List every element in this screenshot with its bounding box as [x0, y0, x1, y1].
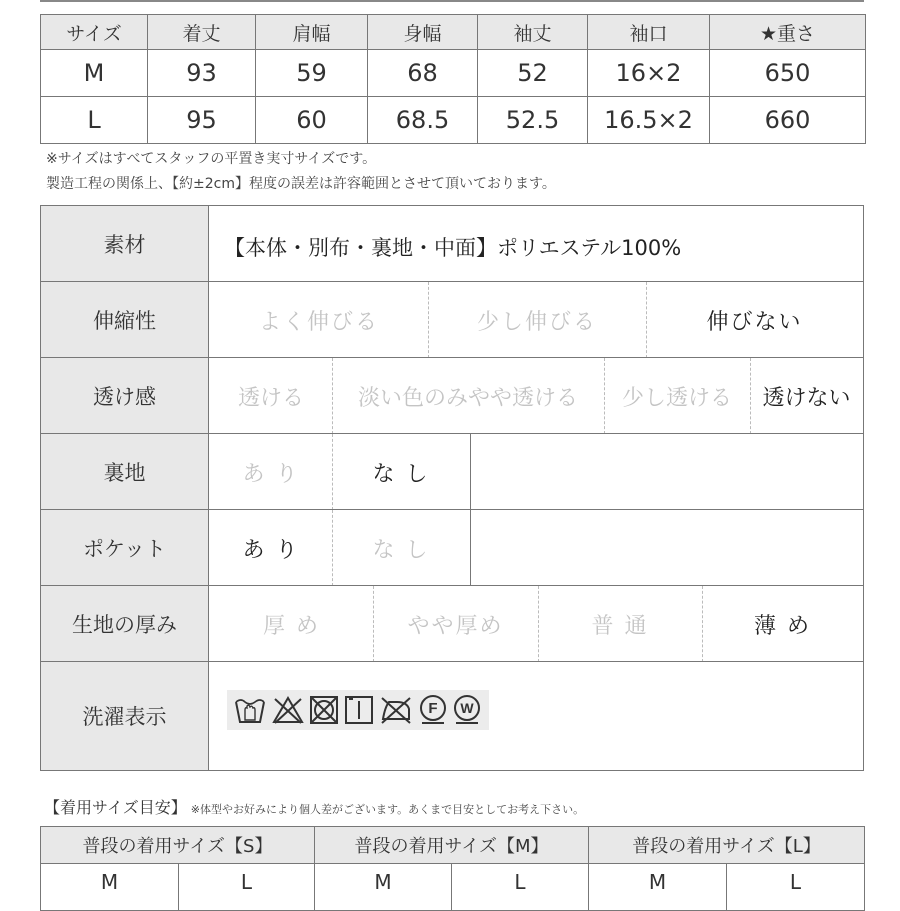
lining-option-yes: あ り [210, 434, 333, 510]
care-label: 洗濯表示 [41, 662, 209, 770]
cell-size: M [41, 50, 148, 97]
fit-guide-table [40, 826, 865, 911]
material-spec-grid [40, 205, 864, 771]
fit-guide-title [44, 795, 584, 818]
table-row [41, 97, 866, 144]
cell-cuff: 16×2 [588, 50, 710, 97]
stretch-label: 伸縮性 [41, 282, 209, 358]
sheer-option-light-colors: 淡い色のみやや透ける [332, 358, 605, 434]
table-row [41, 864, 865, 911]
header-width: 身幅 [368, 15, 478, 50]
row-lining [41, 433, 863, 510]
thickness-label: 生地の厚み [41, 586, 209, 662]
cell-shoulder: 59 [256, 50, 368, 97]
size-table [40, 14, 866, 144]
fit-cell: L [452, 864, 589, 911]
cell-cuff: 16.5×2 [588, 97, 710, 144]
header-sleeve: 袖丈 [478, 15, 588, 50]
header-weight: ★重さ [710, 15, 866, 50]
pocket-label: ポケット [41, 510, 209, 586]
pocket-option-no: な し [332, 510, 471, 586]
stretch-option-high: よく伸びる [210, 282, 429, 358]
cell-sleeve: 52 [478, 50, 588, 97]
cell-shoulder: 60 [256, 97, 368, 144]
fit-cell: L [179, 864, 315, 911]
fit-header-m: 普段の着用サイズ【M】 [315, 827, 589, 864]
cell-width: 68 [368, 50, 478, 97]
thickness-option-normal: 普 通 [538, 586, 703, 662]
material-label: 素材 [41, 206, 209, 281]
table-row [41, 50, 866, 97]
thickness-option-thin: 薄 め [754, 613, 811, 639]
fit-header-l: 普段の着用サイズ【L】 [589, 827, 865, 864]
no-bleach-icon [272, 695, 304, 725]
thickness-option-slightly-thick: やや厚め [373, 586, 539, 662]
cell-weight: 650 [710, 50, 866, 97]
cell-length: 93 [148, 50, 256, 97]
wet-clean-w-icon [452, 694, 482, 726]
fit-guide-header [41, 827, 865, 864]
cell-length: 95 [148, 97, 256, 144]
row-care [41, 661, 863, 770]
tolerance-note: 製造工程の関係上、【約±2cm】程度の誤差は許容範囲とさせて頂いております。 [46, 176, 556, 192]
thickness-option-thick: 厚 め [210, 586, 374, 662]
sheer-option-none: 透けない [762, 385, 851, 411]
fit-cell: L [727, 864, 865, 911]
row-pocket [41, 509, 863, 586]
no-tumble-dry-icon [309, 695, 339, 725]
row-stretch [41, 281, 863, 358]
top-divider [40, 0, 864, 2]
stretch-option-low: 少し伸びる [428, 282, 647, 358]
fit-cell: M [315, 864, 452, 911]
header-size: サイズ [41, 15, 148, 50]
sheer-option-slight: 少し透ける [604, 358, 751, 434]
fit-cell: M [41, 864, 179, 911]
measurement-note: ※サイズはすべてスタッフの平置き実寸サイズです。 [46, 151, 377, 167]
cell-sleeve: 52.5 [478, 97, 588, 144]
cell-weight: 660 [710, 97, 866, 144]
header-cuff: 袖口 [588, 15, 710, 50]
fit-guide-heading: 【着用サイズ目安】 [44, 798, 187, 817]
cell-width: 68.5 [368, 97, 478, 144]
lining-label: 裏地 [41, 434, 209, 510]
pocket-option-yes: あ り [210, 510, 333, 586]
material-value: 【本体・別布・裏地・中面】ポリエステル100% [224, 236, 682, 260]
care-symbols [227, 690, 489, 730]
dry-clean-f-icon [418, 694, 448, 726]
fit-cell: M [589, 864, 727, 911]
wet-clean-letter: W [460, 700, 475, 716]
cell-size: L [41, 97, 148, 144]
stretch-option-none: 伸びない [706, 309, 803, 335]
size-table-header [41, 15, 866, 50]
no-iron-icon [379, 695, 413, 725]
lining-option-no: な し [332, 434, 471, 510]
line-dry-icon [344, 695, 374, 725]
dry-clean-letter: F [428, 700, 438, 717]
header-length: 着丈 [148, 15, 256, 50]
sheer-label: 透け感 [41, 358, 209, 434]
fit-header-s: 普段の着用サイズ【S】 [41, 827, 315, 864]
row-material [41, 206, 863, 281]
sheer-option-sheer: 透ける [210, 358, 333, 434]
row-sheer [41, 357, 863, 434]
row-thickness [41, 585, 863, 662]
hand-wash-icon [233, 694, 267, 726]
fit-guide-note: ※体型やお好みにより個人差がございます。あくまで目安としてお考え下さい。 [190, 803, 585, 816]
header-shoulder: 肩幅 [256, 15, 368, 50]
